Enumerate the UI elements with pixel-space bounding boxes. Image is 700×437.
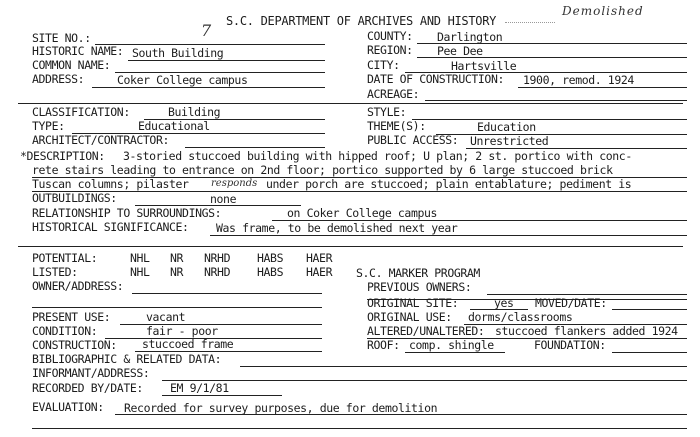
significance-label: HISTORICAL SIGNIFICANCE: — [32, 220, 189, 234]
date-construction-value: 1900, remod. 1924 — [523, 73, 634, 87]
description-line-2: rete stairs leading to entrance on 2nd floor; portico supported by 6 large stuccoed brick — [32, 163, 613, 177]
moved-date-label: MOVED/DATE: — [535, 296, 607, 310]
region-value: Pee Dee — [437, 44, 483, 58]
common-name-label: COMMON NAME: — [32, 58, 111, 72]
description-label: *DESCRIPTION: — [20, 149, 105, 163]
classification-label: CLASSIFICATION: — [32, 105, 130, 119]
recorded-by-label: RECORDED BY/DATE: — [32, 381, 143, 395]
original-site-value: yes — [494, 296, 514, 310]
description-handwritten-responds: responds — [211, 178, 258, 189]
original-use-label: ORIGINAL USE: — [367, 310, 452, 324]
themes-label: THEME(S): — [367, 119, 426, 133]
handwritten-site-no: 7 — [201, 21, 212, 40]
relationship-value: on Coker College campus — [287, 206, 438, 220]
potential-nr: NR — [170, 251, 184, 265]
roof-label: ROOF: — [367, 338, 400, 352]
description-line-3a: Tuscan columns; pilaster — [32, 177, 189, 191]
address-value: Coker College campus — [117, 73, 248, 87]
site-no-label: SITE NO.: — [32, 31, 91, 45]
date-construction-label: DATE OF CONSTRUCTION: — [367, 72, 504, 86]
owner-address-label: OWNER/ADDRESS: — [32, 279, 124, 293]
bibliographic-label: BIBLIOGRAPHIC & RELATED DATA: — [32, 352, 222, 366]
roof-value: comp. shingle — [409, 338, 494, 352]
previous-owners-label: PREVIOUS OWNERS: — [367, 280, 472, 294]
relationship-label: RELATIONSHIP TO SURROUNDINGS: — [32, 206, 222, 220]
historic-name-value: South Building — [132, 46, 224, 60]
county-value: Darlington — [437, 30, 503, 44]
evaluation-value: Recorded for survey purposes, due for demolition — [124, 401, 438, 415]
themes-value: Education — [477, 120, 536, 134]
listed-label: LISTED: — [32, 265, 78, 279]
potential-label: POTENTIAL: — [32, 251, 98, 265]
listed-habs: HABS — [257, 265, 284, 279]
outbuildings-label: OUTBUILDINGS: — [32, 191, 117, 205]
altered-value: stuccoed flankers added 1924 — [495, 324, 678, 338]
classification-value: Building — [168, 105, 221, 119]
original-use-value: dorms/classrooms — [468, 310, 573, 324]
informant-label: INFORMANT/ADDRESS: — [32, 366, 150, 380]
public-access-value: Unrestricted — [470, 134, 549, 148]
original-site-label: ORIGINAL SITE: — [367, 296, 459, 310]
evaluation-label: EVALUATION: — [32, 400, 104, 414]
condition-value: fair - poor — [146, 324, 218, 338]
city-label: CITY: — [367, 58, 400, 72]
potential-nrhd: NRHD — [204, 251, 231, 265]
description-line-1: 3-storied stuccoed building with hipped roof; U plan; 2 st. portico with conc- — [123, 149, 632, 163]
recorded-by-value: EM 9/1/81 — [170, 381, 229, 395]
listed-nrhd: NRHD — [204, 265, 231, 279]
potential-habs: HABS — [257, 251, 284, 265]
listed-nr: NR — [170, 265, 184, 279]
type-label: TYPE: — [32, 119, 65, 133]
construction-label: CONSTRUCTION: — [32, 338, 117, 352]
outbuildings-value: none — [210, 192, 237, 206]
public-access-label: PUBLIC ACCESS: — [367, 133, 459, 147]
acreage-label: ACREAGE: — [367, 87, 420, 101]
handwritten-demolished: Demolished — [562, 4, 644, 18]
marker-program-label: S.C. MARKER PROGRAM — [356, 266, 480, 280]
historic-name-label: HISTORIC NAME: — [32, 44, 124, 58]
potential-haer: HAER — [306, 251, 333, 265]
address-label: ADDRESS: — [32, 72, 85, 86]
county-label: COUNTY: — [367, 29, 413, 43]
present-use-label: PRESENT USE: — [32, 310, 111, 324]
significance-value: Was frame, to be demolished next year — [216, 221, 458, 235]
foundation-label: FOUNDATION: — [534, 338, 606, 352]
style-label: STYLE: — [367, 105, 407, 119]
construction-value: stuccoed frame — [142, 337, 234, 351]
condition-label: CONDITION: — [32, 324, 98, 338]
form-title: S.C. DEPARTMENT OF ARCHIVES AND HISTORY — [226, 14, 497, 28]
present-use-value: vacant — [146, 310, 186, 324]
description-line-3b: under porch are stuccoed; plain entablature; pediment is — [266, 177, 632, 191]
city-value: Hartsville — [451, 59, 517, 73]
potential-nhl: NHL — [130, 251, 150, 265]
type-value: Educational — [138, 119, 210, 133]
listed-haer: HAER — [306, 265, 333, 279]
region-label: REGION: — [367, 43, 413, 57]
altered-label: ALTERED/UNALTERED: — [367, 324, 485, 338]
architect-label: ARCHITECT/CONTRACTOR: — [32, 133, 169, 147]
listed-nhl: NHL — [130, 265, 150, 279]
